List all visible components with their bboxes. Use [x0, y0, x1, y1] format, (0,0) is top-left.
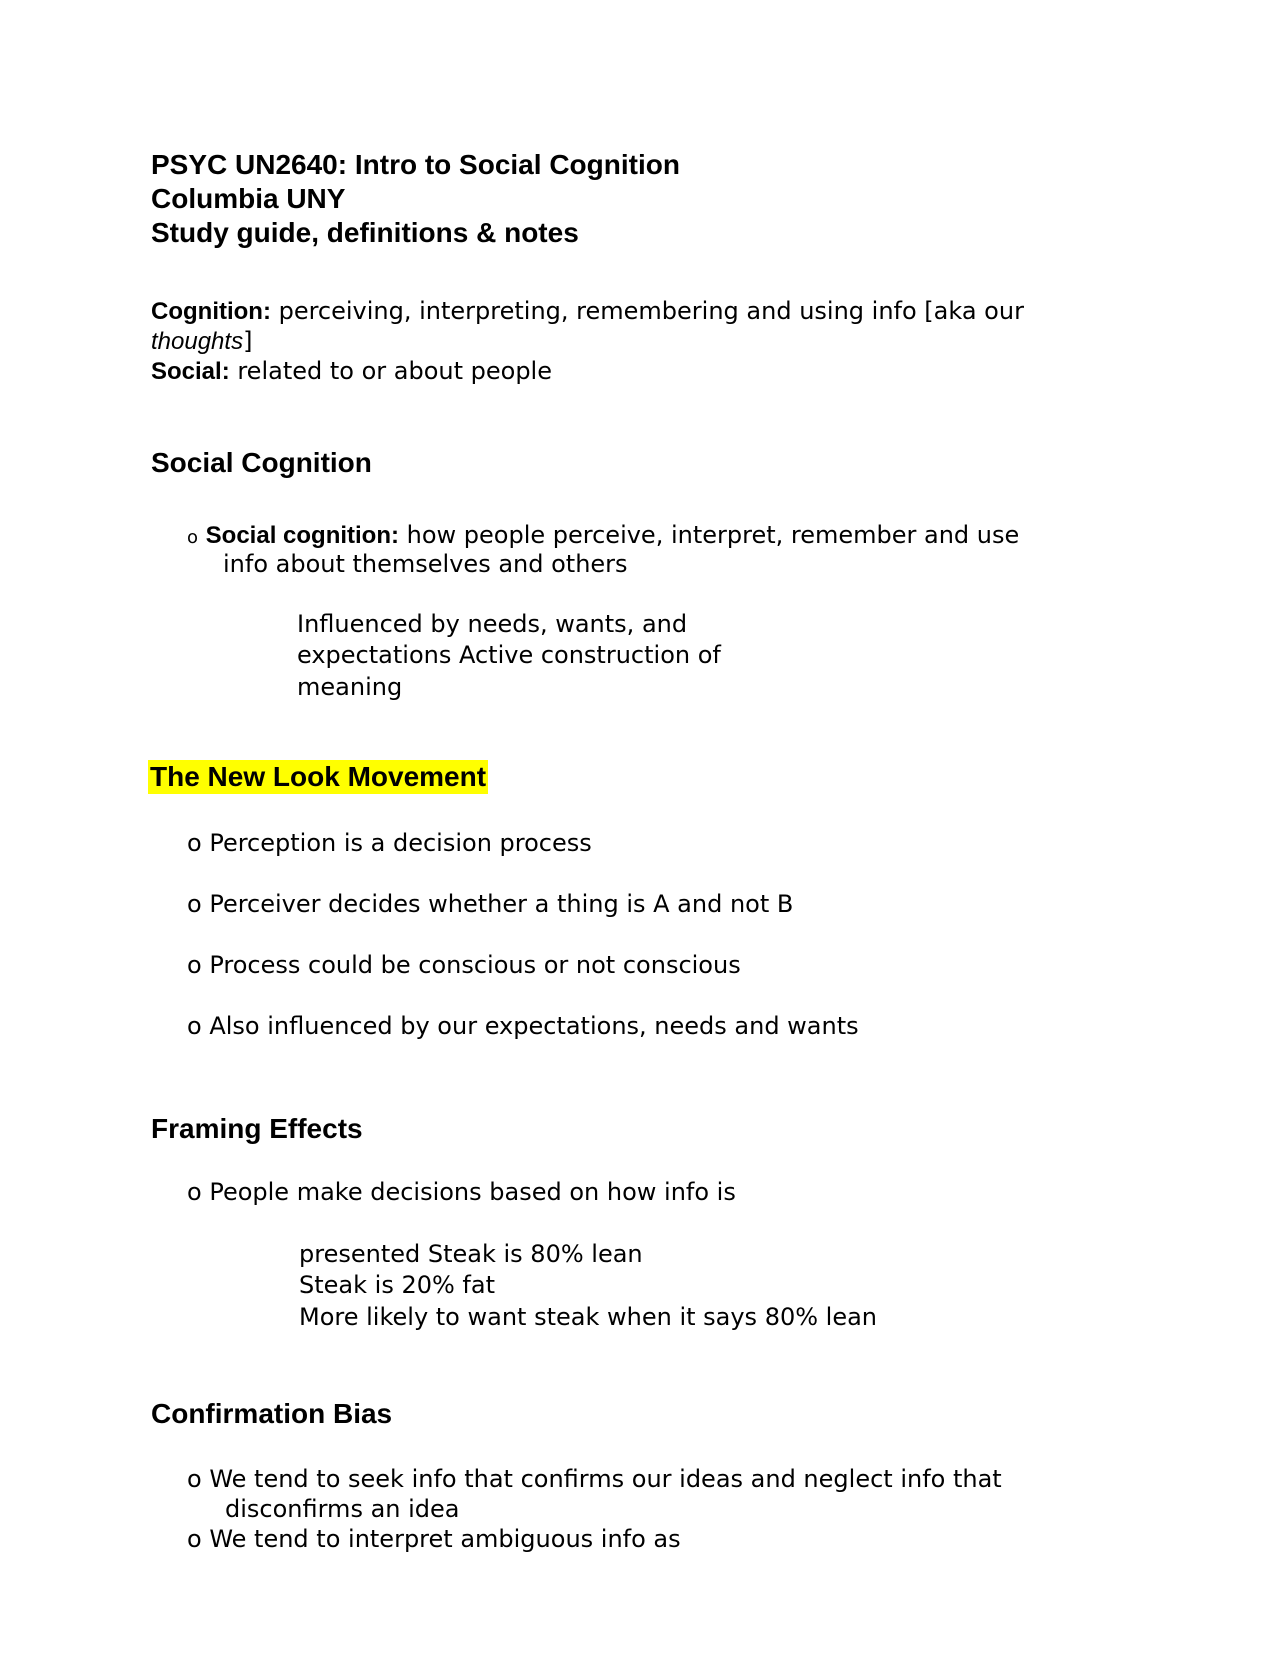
bullet-marker: o: [187, 1012, 202, 1040]
list-item: [187, 828, 592, 858]
section-title-confirmation-bias: Confirmation Bias: [151, 1398, 393, 1429]
list-item: [187, 950, 741, 980]
course-title: PSYC UN2640: Intro to Social Cognition: [151, 149, 680, 180]
section-title-social-cognition: Social Cognition: [151, 447, 372, 478]
bullet-text-continued: disconfirms an idea: [225, 1495, 460, 1523]
list-item: [187, 889, 793, 919]
list-item: [187, 1524, 681, 1554]
list-item: [187, 1011, 859, 1041]
definition-social: [151, 356, 552, 387]
definition-italic-thoughts: thoughts: [151, 328, 244, 355]
definition-term-cognition: Cognition:: [151, 298, 271, 325]
sub-note-line: expectations Active construction of: [297, 641, 721, 669]
definition-text-social: related to or about people: [229, 357, 552, 385]
bullet-marker: o: [187, 951, 202, 979]
bullet-text: We tend to seek info that confirms our ideas and neglect info that: [209, 1465, 1002, 1493]
definition-cognition-continued: [151, 326, 252, 357]
bullet-text: Perception is a decision process: [209, 829, 592, 857]
bullet-marker: o: [187, 1178, 202, 1206]
bullet-marker: o: [187, 890, 202, 918]
document-subtitle: Study guide, definitions & notes: [151, 217, 579, 248]
bullet-marker: o: [187, 1465, 202, 1493]
definition-close-bracket: ]: [243, 327, 253, 355]
bullet-marker: o: [187, 1525, 202, 1553]
sub-note-line: Influenced by needs, wants, and: [297, 610, 688, 638]
sub-note-line: meaning: [297, 673, 403, 701]
bullet-marker: o: [187, 527, 199, 548]
list-item: [187, 1177, 736, 1207]
bullet-text: We tend to interpret ambiguous info as: [209, 1525, 681, 1553]
bullet-text: People make decisions based on how info is: [209, 1178, 736, 1206]
bullet-text: how people perceive, interpret, remember and use: [399, 521, 1020, 549]
bullet-text: Also influenced by our expectations, needs and wants: [209, 1012, 859, 1040]
definition-cognition: [151, 296, 1024, 327]
sub-note-line: Steak is 20% fat: [299, 1271, 495, 1299]
definition-term-social: Social:: [151, 358, 230, 385]
bullet-marker: o: [187, 829, 202, 857]
section-title-new-look-movement: The New Look Movement: [150, 761, 487, 792]
bullet-term-social-cognition: Social cognition:: [205, 522, 399, 549]
sub-note-line: More likely to want steak when it says 80% lean: [299, 1303, 878, 1331]
bullet-text-continued: info about themselves and others: [223, 550, 628, 578]
institution-name: Columbia UNY: [151, 183, 346, 214]
sub-note-line: presented Steak is 80% lean: [299, 1240, 643, 1268]
list-item: [187, 1464, 1002, 1494]
bullet-text: Perceiver decides whether a thing is A and not B: [209, 890, 794, 918]
section-title-framing-effects: Framing Effects: [151, 1113, 363, 1144]
definition-text-cognition: perceiving, interpreting, remembering and using info [aka our: [270, 297, 1024, 325]
bullet-text: Process could be conscious or not conscious: [209, 951, 741, 979]
